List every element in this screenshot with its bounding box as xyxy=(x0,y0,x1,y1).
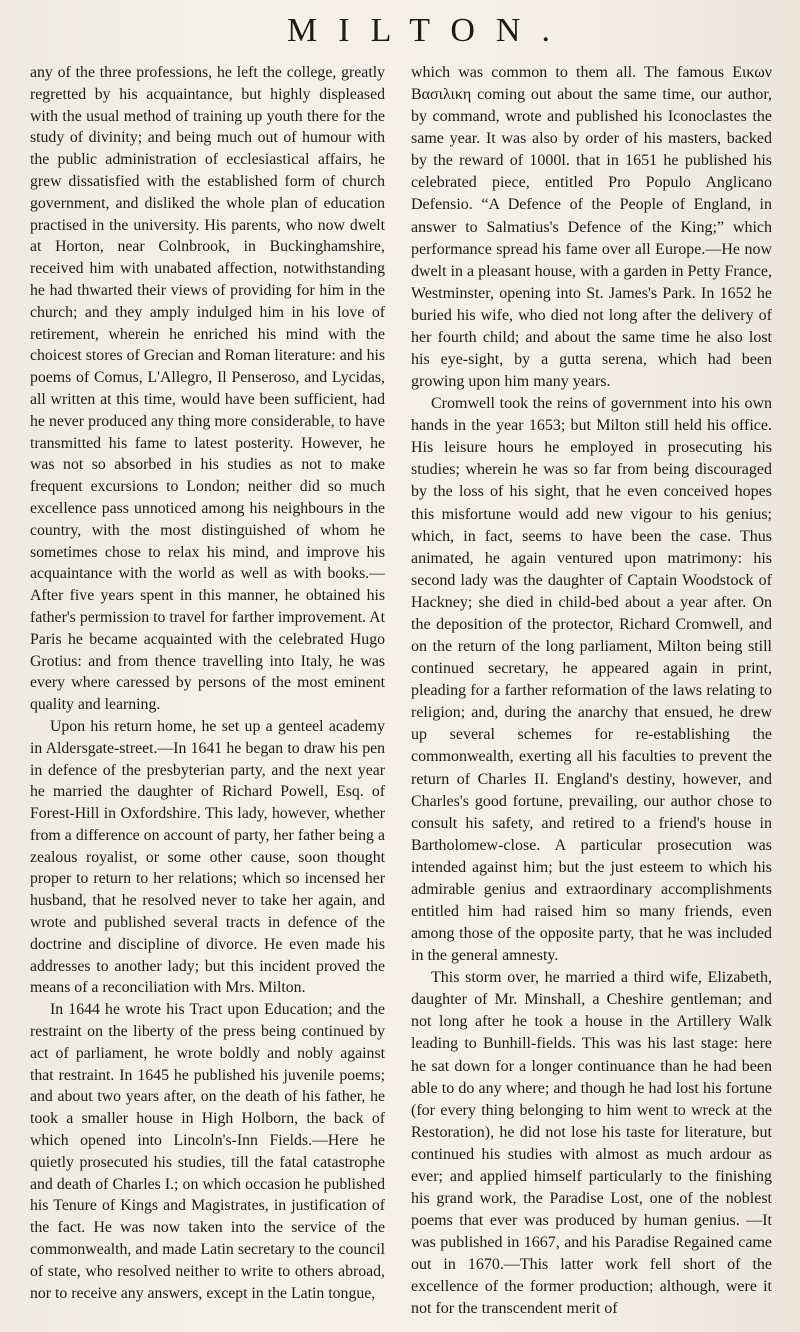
left-column xyxy=(30,62,385,1304)
right-paragraph-1: which was common to them all. The famous Εικων Βασιλικη coming out about the same time, our author, by command, wrote and published his Iconoclastes the same year. It was also by order of his masters, backed by the reward of 1000l. that in 1651 he published his celebrated piece, entitled Pro Populo Anglicano Defensio. “A Defence of the People of England, in answer to Salmatius's Defence of the King;” which performance spread his fame over all Europe.—He now dwelt in a pleasant house, with a garden in Petty France, Westminster, opening into St. James's Park. In 1652 he buried his wife, who died not long after the delivery of her fourth child; and about the same time he also lost his eye-sight, by a gutta serena, which had been growing upon him many years. xyxy=(411,64,772,391)
left-paragraph-3: In 1644 he wrote his Tract upon Education; and the restraint on the liberty of the press being continued by act of parliament, he wrote boldly and nobly against that restraint. In 1645 he published his juvenile poems; and about two years after, on the death of his father, he took a smaller house in High Holborn, the back of which opened into Lincoln's-Inn Fields.—Here he quietly prosecuted his studies, till the fatal catastrophe and death of Charles I.; on which occasion he published his Tenure of Kings and Magistrates, in justification of the fact. He was now taken into the service of the commonwealth, and made Latin secretary to the council of state, who resolved neither to write to others abroad, nor to receive any answers, except in the Latin tongue, xyxy=(30,1001,385,1302)
right-paragraph-2: Cromwell took the reins of government into his own hands in the year 1653; but Milton still held his office. His leisure hours he employed in prosecuting his studies; wherein he was so far from being discouraged by the loss of his sight, that he even conceived hopes this misfortune would add new vigour to his genius; which, in fact, seems to have been the case. Thus animated, he again ventured upon matrimony: his second lady was the daughter of Captain Woodstock of Hackney; she died in child-bed about a year after. On the deposition of the protector, Richard Cromwell, and on the return of the long parliament, Milton being still continued secretary, he appeared again in print, pleading for a farther reformation of the laws relating to religion; and, during the anarchy that ensued, he drew up several schemes for re-establishing the commonwealth, exerting all his faculties to prevent the return of Charles II. England's destiny, however, and Charles's good fortune, prevailing, our author chose to consult his safety, and retired to a friend's house in Bartholomew-close. A particular prosecution was intended against him; but the just esteem to which his admirable genius and extraordinary accomplishments entitled him had raised him so many friends, even among those of the opposite party, that he was included in the general amnesty. xyxy=(411,395,772,965)
running-head: MILTON. xyxy=(287,12,571,49)
left-paragraph-1: any of the three professions, he left the college, greatly regretted by his acquaintance, but highly displeased with the usual method of training up youth there for the study of divinity; and being much out of humour with the public administration of ecclesiastical affairs, he grew dissatisfied with the established form of church government, and disliked the whole plan of education practised in the university. His parents, who now dwelt at Horton, near Colnbrook, in Buckinghamshire, received him with unabated affection, notwithstanding he had thwarted their views of providing for him in the church; and they amply indulged him in his love of retirement, wherein he enriched his mind with the choicest stores of Grecian and Roman literature: and his poems of Comus, L'Allegro, Il Penseroso, and Lycidas, all written at this time, would have been sufficient, had he never produced any thing more considerable, to have transmitted his fame to latest posterity. However, he was not so absorbed in his studies as not to make frequent excursions to London; neither did so much excellence pass unnoticed among his neighbours in the country, with the most distinguished of whom he sometimes chose to relax his mind, and improve his acquaintance with the world as well as with books.—After five years spent in this manner, he obtained his father's permission to travel for farther improvement. At Paris he became acquainted with the celebrated Hugo Grotius: and from thence travelling into Italy, he was every where caressed by persons of the most eminent quality and learning. xyxy=(30,64,385,714)
right-paragraph-3: This storm over, he married a third wife, Elizabeth, daughter of Mr. Minshall, a Cheshire gentleman; and not long after he took a house in the Artillery Walk leading to Bunhill-fields. This was his last stage: here he sat down for a longer continuance than he had been able to do any where; and though he had lost his fortune (for every thing belonging to him went to wreck at the Restoration), he did not lose his taste for literature, but continued his studies with almost as much ardour as ever; and applied himself particularly to the finishing his grand work, the Paradise Lost, one of the noblest poems that ever was produced by human genius. —It was published in 1667, and his Paradise Regained came out in 1670.—This latter work fell short of the excellence of the former production; although, were it not for the transcendent merit of xyxy=(411,969,772,1318)
right-column xyxy=(411,62,772,1320)
left-paragraph-2: Upon his return home, he set up a genteel academy in Aldersgate-street.—In 1641 he began to draw his pen in defence of the presbyterian party, and the next year he married the daughter of Richard Powell, Esq. of Forest-Hill in Oxfordshire. This lady, however, whether from a difference on account of party, her father being a zealous royalist, or some other cause, soon thought proper to return to her relations; which so incensed her husband, that he resolved never to take her again, and wrote and published several tracts in defence of the doctrine and discipline of divorce. He even made his addresses to another lady; but this incident proved the means of a reconciliation with Mrs. Milton. xyxy=(30,717,385,997)
